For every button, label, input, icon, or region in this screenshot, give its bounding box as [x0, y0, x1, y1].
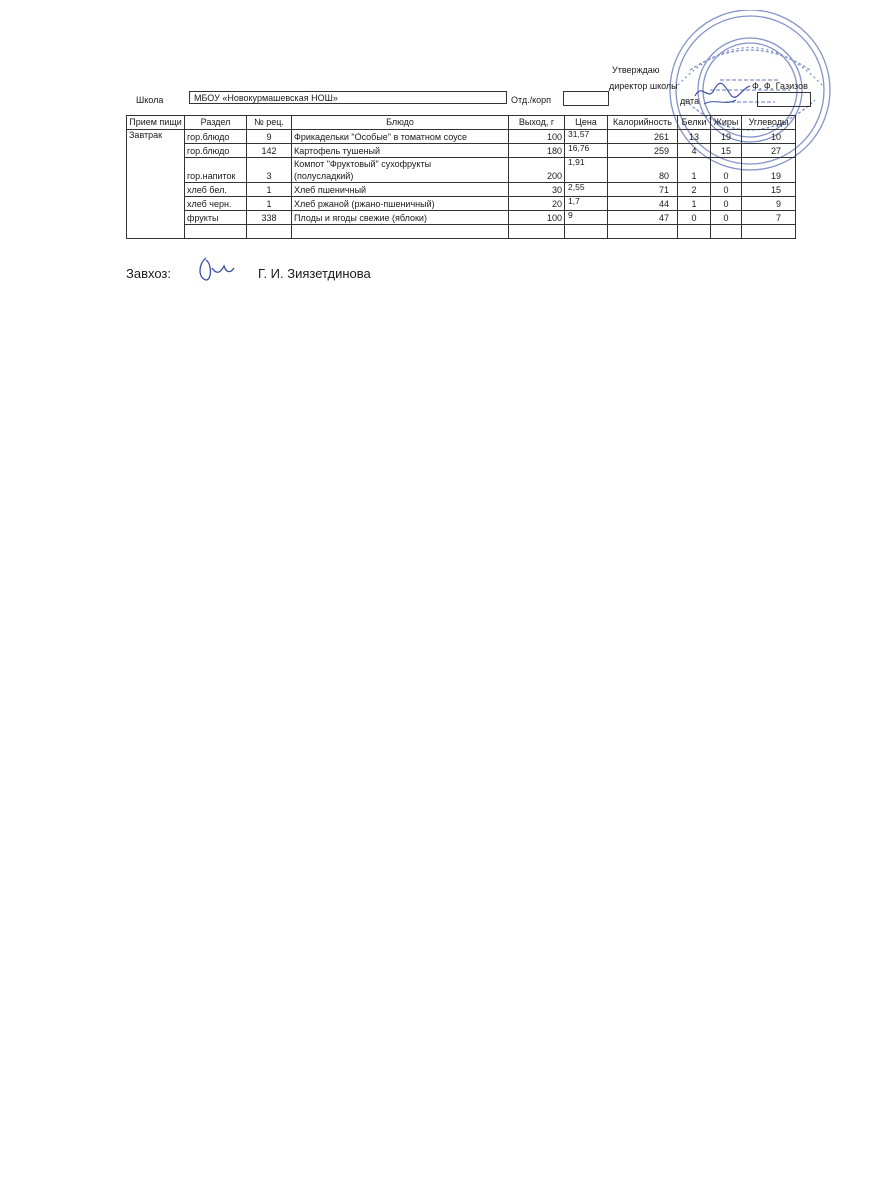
approval-title: Утверждаю [612, 65, 660, 75]
column-header: № рец. [247, 116, 292, 130]
meal-cell: Завтрак [127, 130, 185, 239]
price-cell [565, 144, 608, 158]
recipe-cell: 9 [247, 130, 292, 144]
fats-cell: 0 [711, 197, 742, 211]
zavhoz-signature-icon [194, 254, 244, 284]
section-cell: гор.блюдо [185, 144, 247, 158]
approval-director-label: директор школы [609, 81, 678, 91]
table-header-row [127, 116, 796, 130]
proteins-cell: 2 [678, 183, 711, 197]
approval-director-name: Ф. Ф. Газизов [752, 81, 808, 91]
table-row [127, 158, 796, 183]
column-header: Блюдо [292, 116, 509, 130]
column-header: Выход, г [509, 116, 565, 130]
calories-cell: 47 [608, 211, 678, 225]
empty-cell [509, 225, 565, 239]
approval-date-box [757, 92, 811, 107]
yield-cell: 100 [509, 211, 565, 225]
price-value: 9 [568, 210, 573, 220]
calories-cell: 259 [608, 144, 678, 158]
table-row [127, 211, 796, 225]
dish-cell: Хлеб пшеничный [292, 183, 509, 197]
empty-cell [711, 225, 742, 239]
section-cell: фрукты [185, 211, 247, 225]
empty-cell [678, 225, 711, 239]
recipe-cell: 1 [247, 183, 292, 197]
empty-cell [247, 225, 292, 239]
carbs-cell: 15 [742, 183, 796, 197]
column-header: Калорийность [608, 116, 678, 130]
table-row [127, 130, 796, 144]
empty-cell [185, 225, 247, 239]
dish-cell: Хлеб ржаной (ржано-пшеничный) [292, 197, 509, 211]
price-value: 1,7 [568, 196, 580, 206]
price-cell [565, 183, 608, 197]
dish-line: Компот "Фруктовый" сухофрукты [294, 159, 432, 169]
column-header: Прием пищи [127, 116, 185, 130]
carbs-cell: 27 [742, 144, 796, 158]
column-header: Белки [678, 116, 711, 130]
recipe-cell: 338 [247, 211, 292, 225]
calories-cell: 80 [608, 158, 678, 183]
calories-cell: 44 [608, 197, 678, 211]
column-header: Цена [565, 116, 608, 130]
zavhoz-label: Завхоз: [126, 266, 171, 281]
dish-cell [292, 158, 509, 183]
section-cell: хлеб бел. [185, 183, 247, 197]
dish-cell: Плоды и ягоды свежие (яблоки) [292, 211, 509, 225]
proteins-cell: 1 [678, 158, 711, 183]
price-value: 16,76 [568, 143, 590, 153]
calories-cell: 261 [608, 130, 678, 144]
proteins-cell: 1 [678, 197, 711, 211]
fats-cell: 0 [711, 158, 742, 183]
zavhoz-name: Г. И. Зиязетдинова [258, 266, 371, 281]
director-signature-icon [690, 78, 760, 108]
price-cell [565, 211, 608, 225]
table-row [127, 144, 796, 158]
column-header: Жиры [711, 116, 742, 130]
recipe-cell: 1 [247, 197, 292, 211]
column-header: Углеводы [742, 116, 796, 130]
fats-cell: 15 [711, 144, 742, 158]
yield-cell: 180 [509, 144, 565, 158]
fats-cell: 0 [711, 211, 742, 225]
table-row-empty [127, 225, 796, 239]
price-value: 1,91 [568, 157, 585, 167]
recipe-cell: 3 [247, 158, 292, 183]
dish-line: (полусладкий) [294, 171, 354, 181]
school-name-field: МБОУ «Новокурмашевская НОШ» [189, 91, 507, 104]
dept-label: Отд./корп [511, 95, 551, 105]
section-cell: гор.напиток [185, 158, 247, 183]
school-label: Школа [136, 95, 164, 105]
table-row [127, 197, 796, 211]
yield-cell: 100 [509, 130, 565, 144]
fats-cell: 19 [711, 130, 742, 144]
empty-cell [292, 225, 509, 239]
price-cell [565, 130, 608, 144]
yield-cell: 200 [509, 158, 565, 183]
carbs-cell: 9 [742, 197, 796, 211]
menu-table [126, 115, 796, 239]
empty-cell [608, 225, 678, 239]
dish-cell: Картофель тушеный [292, 144, 509, 158]
proteins-cell: 4 [678, 144, 711, 158]
fats-cell: 0 [711, 183, 742, 197]
dept-field [563, 91, 609, 106]
price-value: 2,55 [568, 182, 585, 192]
carbs-cell: 10 [742, 130, 796, 144]
carbs-cell: 19 [742, 158, 796, 183]
proteins-cell: 13 [678, 130, 711, 144]
calories-cell: 71 [608, 183, 678, 197]
dish-cell: Фрикадельки "Особые" в томатном соусе [292, 130, 509, 144]
section-cell: хлеб черн. [185, 197, 247, 211]
yield-cell: 30 [509, 183, 565, 197]
carbs-cell: 7 [742, 211, 796, 225]
recipe-cell: 142 [247, 144, 292, 158]
proteins-cell: 0 [678, 211, 711, 225]
yield-cell: 20 [509, 197, 565, 211]
section-cell: гор.блюдо [185, 130, 247, 144]
column-header: Раздел [185, 116, 247, 130]
empty-cell [742, 225, 796, 239]
price-cell [565, 158, 608, 183]
approval-date-label: дата [680, 96, 700, 106]
empty-cell [565, 225, 608, 239]
price-value: 31,57 [568, 129, 590, 139]
table-row [127, 183, 796, 197]
price-cell [565, 197, 608, 211]
